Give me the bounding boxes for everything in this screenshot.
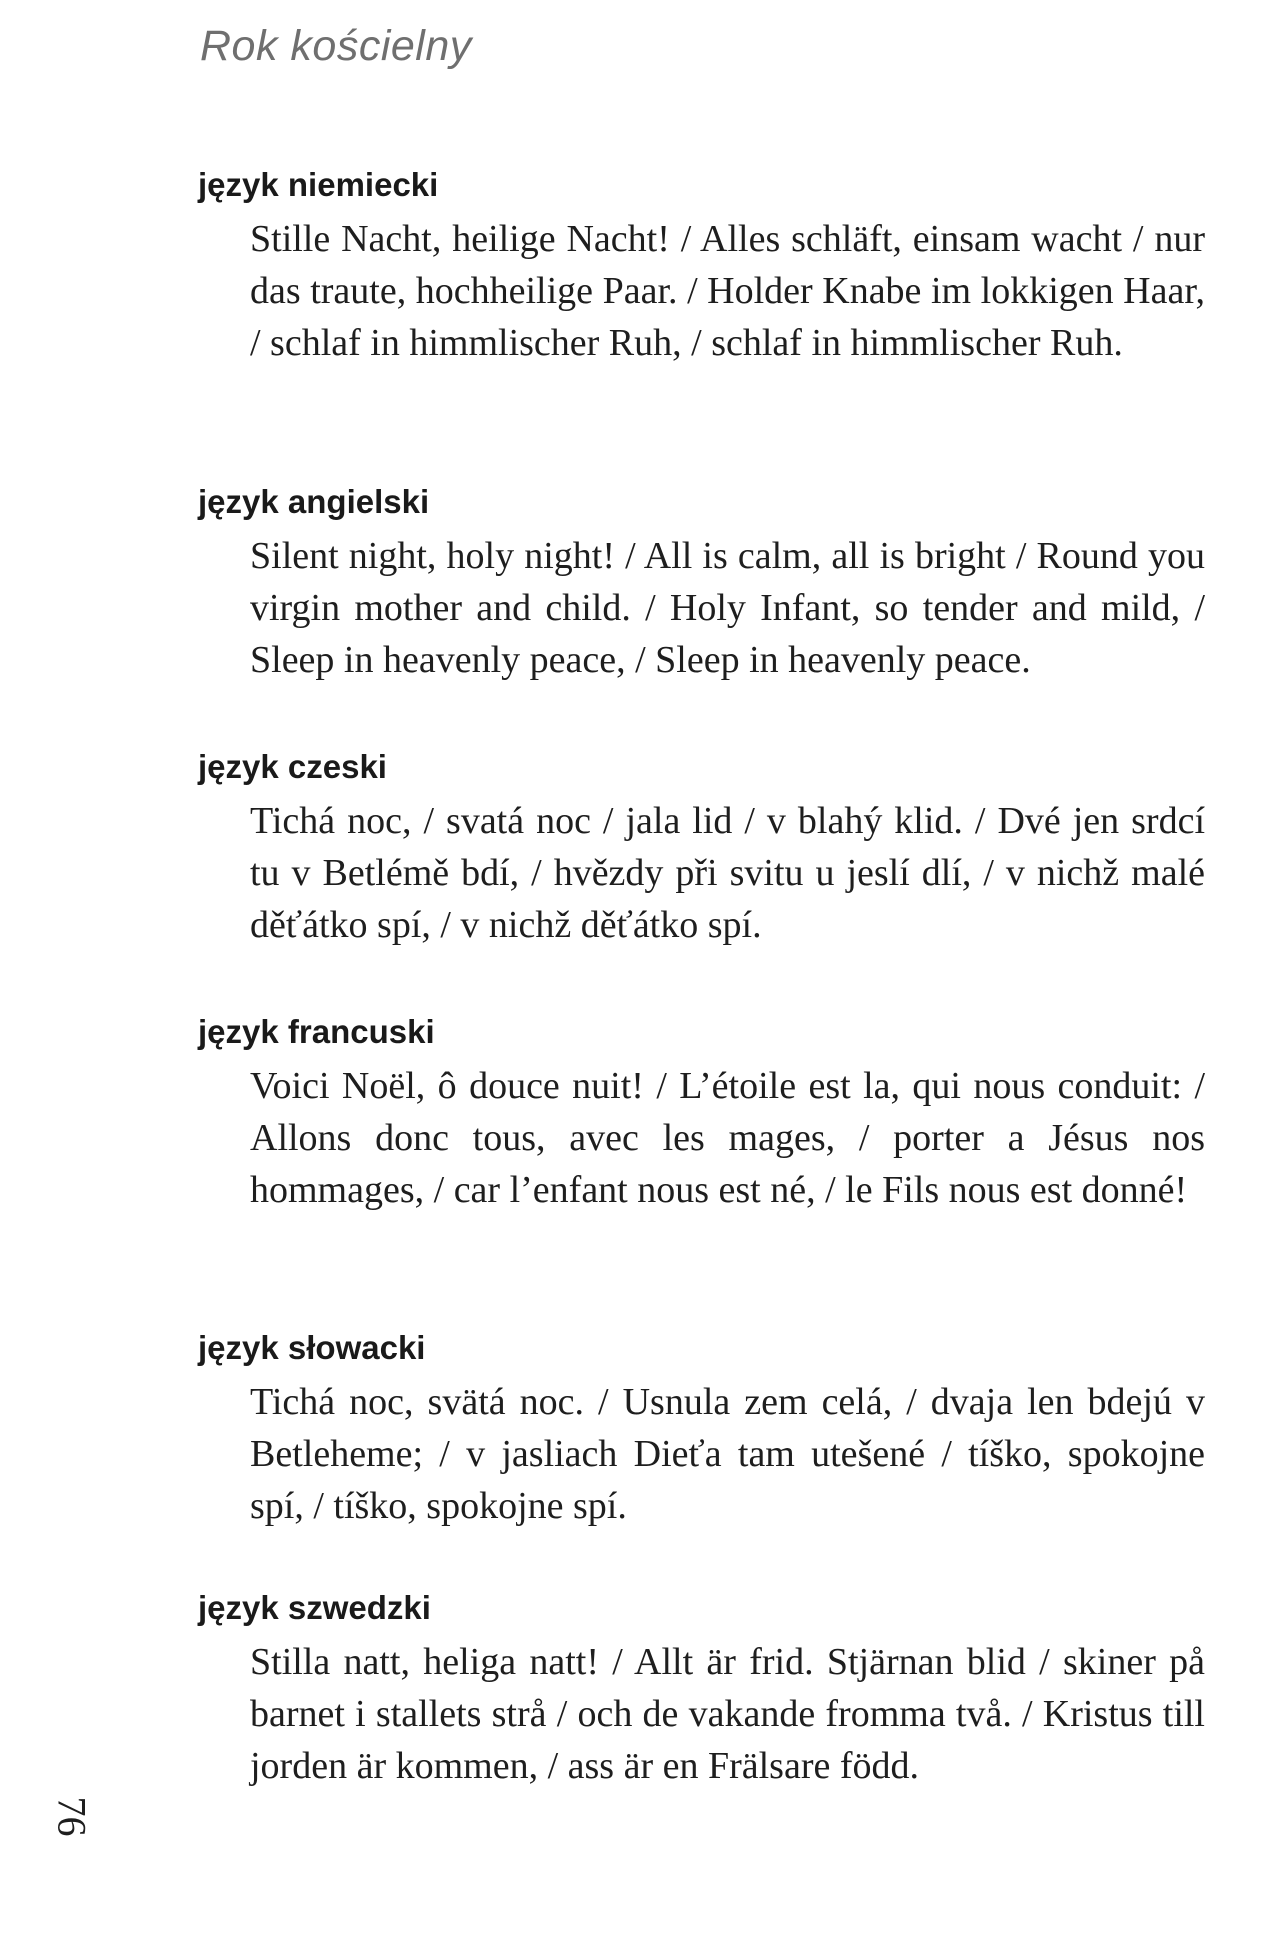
section-czech [198, 747, 1208, 951]
section-french [198, 1012, 1208, 1216]
section-heading: język słowacki [198, 1329, 426, 1366]
section-heading: język francuski [198, 1013, 435, 1050]
section-german [198, 165, 1208, 369]
verse-text: Tichá noc, svätá noc. / Usnula zem celá, / dvaja len bdejú v Betleheme; / v jasliach Dieťa tam utešené / tíško, spokojne spí, / tíško, spokojne spí. [250, 1381, 1205, 1527]
verse-text: Stilla natt, heliga natt! / Allt är frid. Stjärnan blid / skiner på barnet i stallets strå / och de vakande fromma två. / Kristus till jorden är kommen, / ass är en Frälsare född. [250, 1641, 1205, 1787]
section-english [198, 482, 1208, 686]
page-number: 76 [49, 1796, 95, 1837]
section-swedish [198, 1588, 1208, 1792]
verse-text: Silent night, holy night! / All is calm, all is bright / Round you virgin mother and child. / Holy Infant, so tender and mild, / Sleep in heavenly peace, / Sleep in heavenly peace. [250, 535, 1205, 681]
section-heading: język czeski [198, 748, 387, 785]
section-heading: język szwedzki [198, 1589, 431, 1626]
section-heading: język angielski [198, 483, 430, 520]
section-heading: język niemiecki [198, 166, 439, 203]
verse-text: Tichá noc, / svatá noc / jala lid / v blahý klid. / Dvé jen srdcí tu v Betlémě bdí, / hvězdy při svitu u jeslí dlí, / v nichž malé děťátko spí, / v nichž děťátko spí. [250, 800, 1205, 946]
running-head: Rok kościelny [200, 22, 472, 70]
verse-text: Voici Noël, ô douce nuit! / L’étoile est la, qui nous conduit: / Allons donc tous, avec les mages, / porter a Jésus nos hommages, / car l’enfant nous est né, / le Fils nous est donné! [250, 1065, 1205, 1211]
section-slovak [198, 1328, 1208, 1532]
verse-text: Stille Nacht, heilige Nacht! / Alles schläft, einsam wacht / nur das traute, hochheilige Paar. / Holder Knabe im lokkigen Haar, / schlaf in himmlischer Ruh, / schlaf in himmlischer Ruh. [250, 218, 1205, 364]
